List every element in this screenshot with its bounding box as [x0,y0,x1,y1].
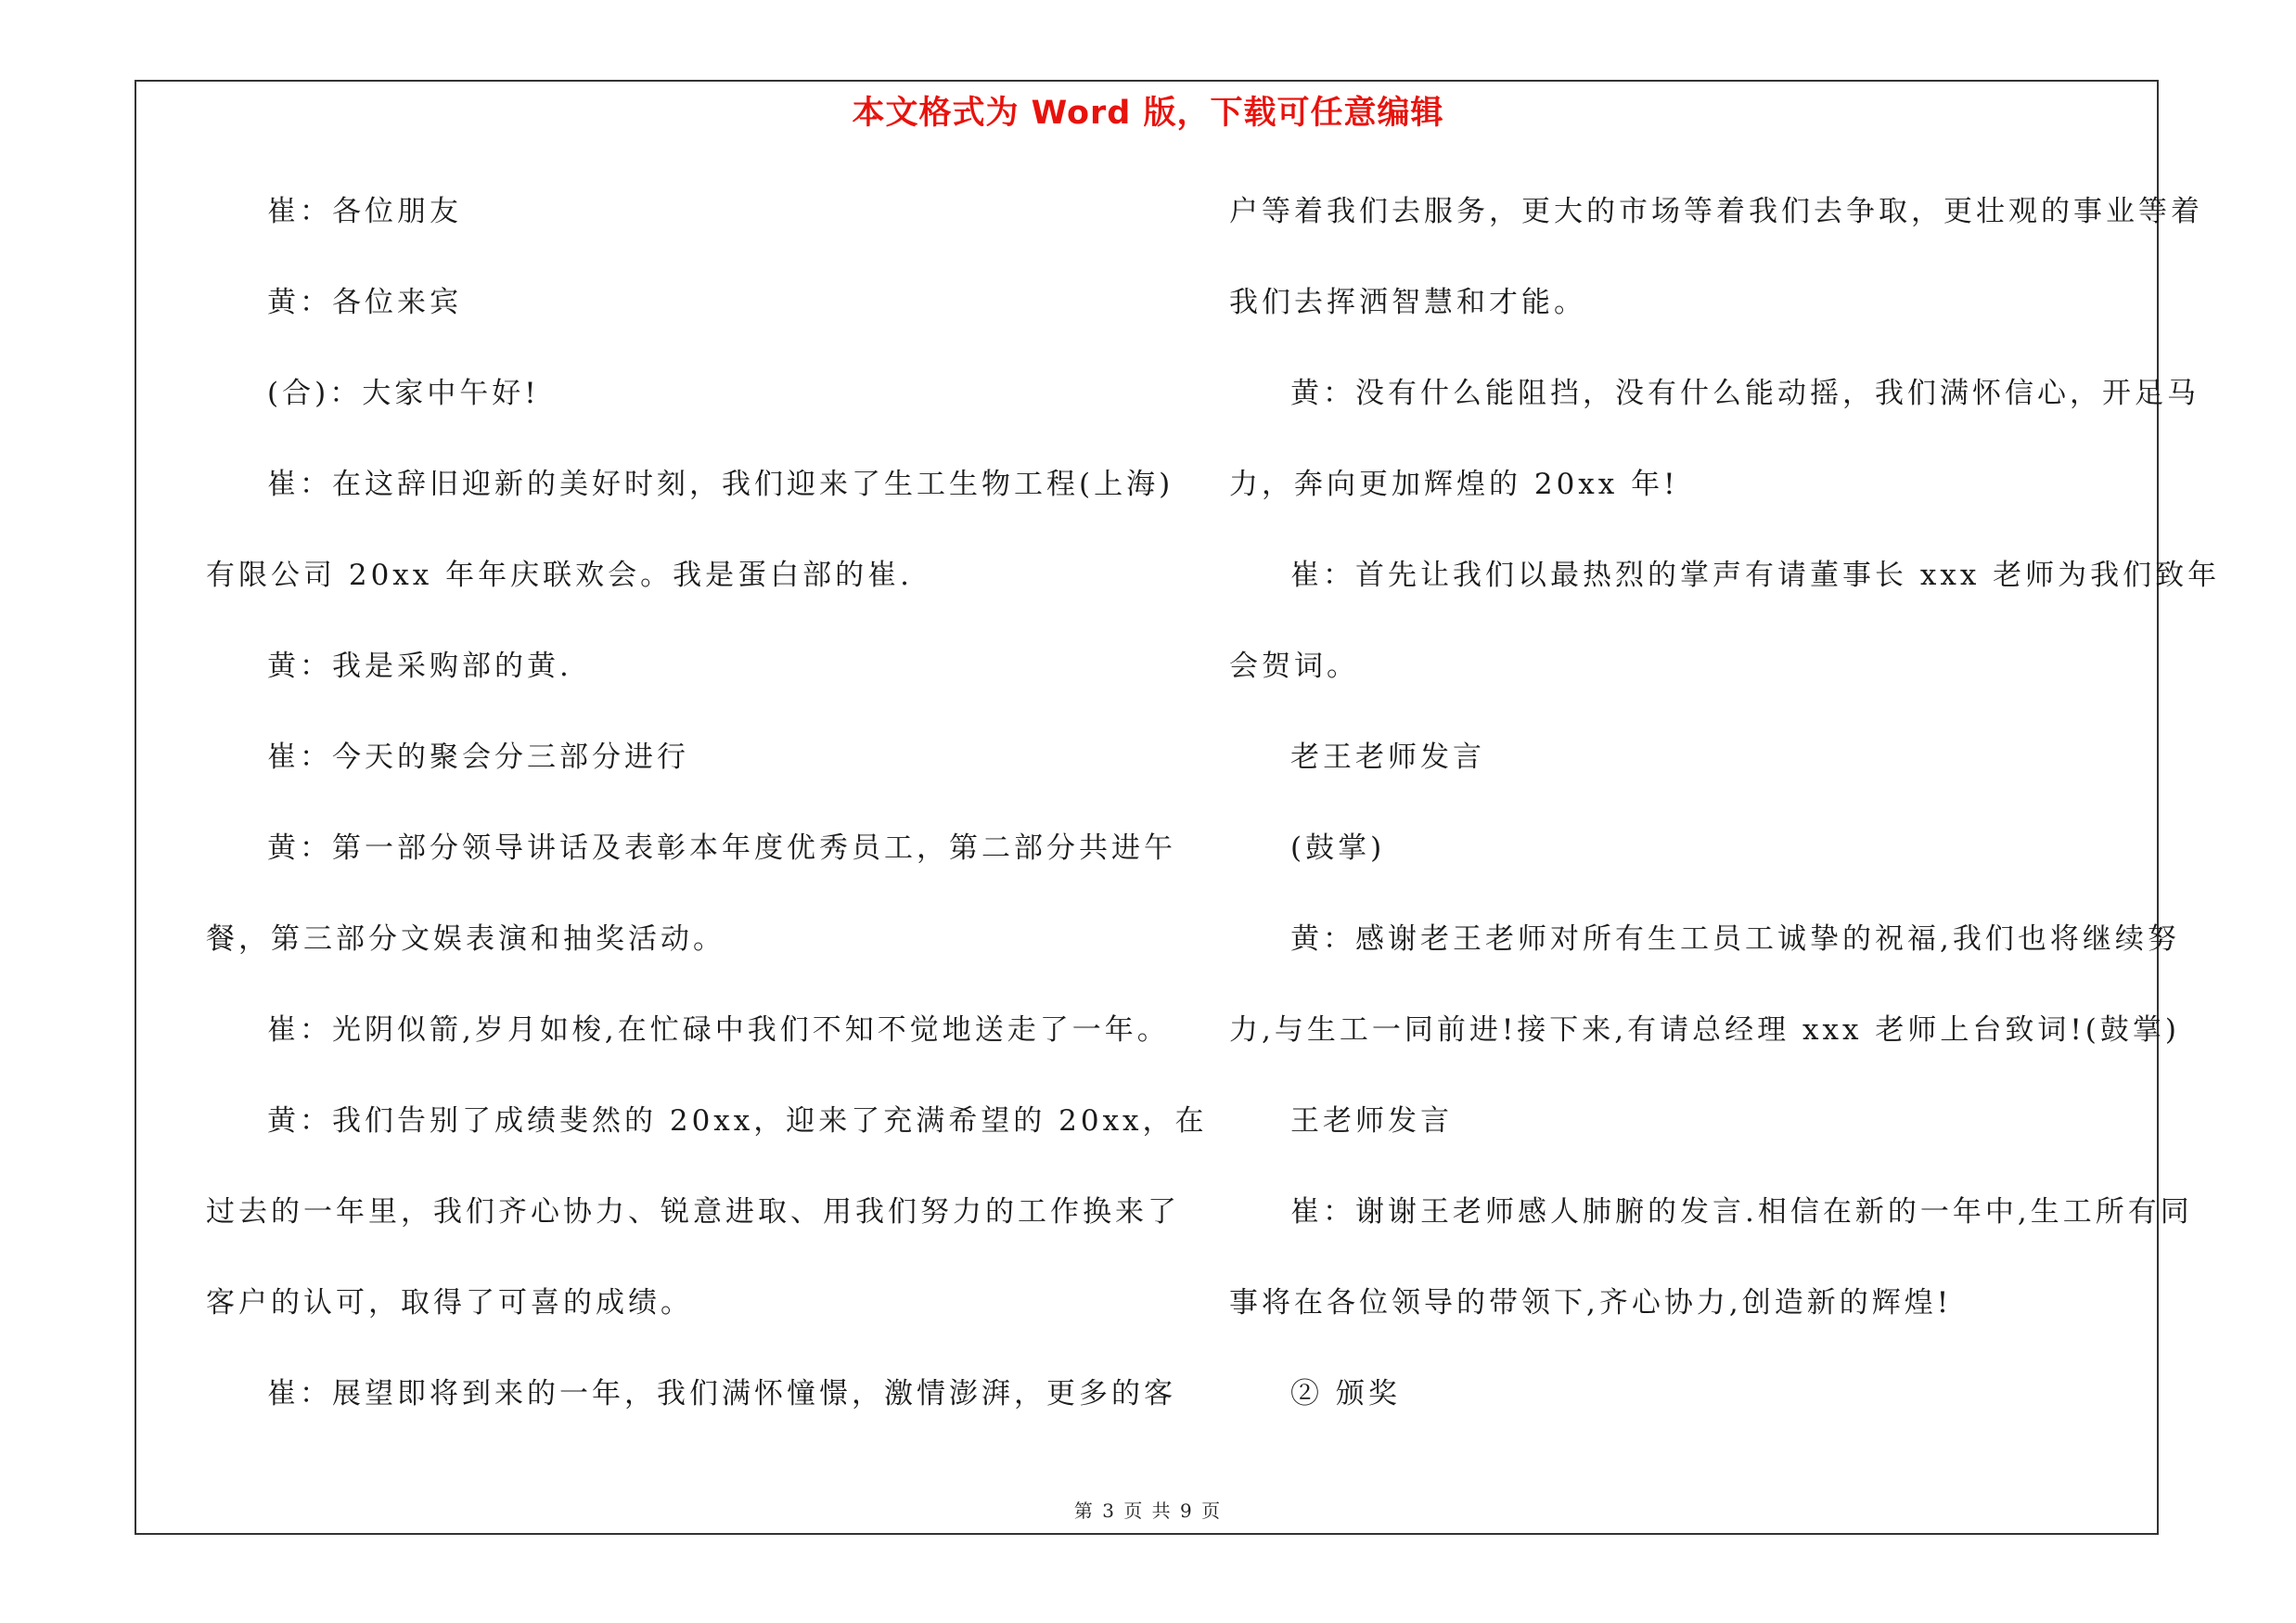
text-line: 黄：没有什么能阻挡，没有什么能动摇，我们满怀信心，开足马 [1290,377,2200,410]
text-line: 力，奔向更加辉煌的 20xx 年! [1229,468,1679,501]
text-line: 黄：我们告别了成绩斐然的 20xx，迎来了充满希望的 20xx，在 [267,1104,1208,1138]
text-line: 客户的认可，取得了可喜的成绩。 [206,1286,693,1320]
text-line: (合)：大家中午好! [267,377,540,410]
text-line: 事将在各位领导的带领下,齐心协力,创造新的辉煌! [1229,1286,1953,1320]
text-line: 崔：展望即将到来的一年，我们满怀憧憬，激情澎湃，更多的客 [267,1377,1176,1410]
text-line: 崔：谢谢王老师感人肺腑的发言.相信在新的一年中,生工所有同 [1290,1195,2193,1229]
left-text-column [206,184,1208,1457]
text-line: 黄：各位来宾 [267,286,462,319]
text-line: 有限公司 20xx 年年庆联欢会。我是蛋白部的崔. [206,559,913,592]
text-line: 黄：第一部分领导讲话及表彰本年度优秀员工，第二部分共进午 [267,831,1176,865]
text-line: 黄：感谢老王老师对所有生工员工诚挚的祝福,我们也将继续努 [1290,922,2180,956]
text-line: 崔：在这辞旧迎新的美好时刻，我们迎来了生工生物工程(上海) [267,468,1174,501]
text-line: 王老师发言 [1290,1104,1453,1138]
text-line: 餐，第三部分文娱表演和抽奖活动。 [206,922,725,956]
text-line: 崔：今天的聚会分三部分进行 [267,741,689,774]
text-line: 崔：光阴似箭,岁月如梭,在忙碌中我们不知不觉地送走了一年。 [267,1013,1170,1047]
text-line: 会贺词。 [1229,650,1359,683]
text-line: (鼓掌) [1290,831,1386,865]
text-line: 过去的一年里，我们齐心协力、锐意进取、用我们努力的工作换来了 [206,1195,1180,1229]
text-line: 崔：首先让我们以最热烈的掌声有请董事长 xxx 老师为我们致年 [1290,559,2221,592]
text-line: 崔：各位朋友 [267,195,462,228]
text-line: 黄：我是采购部的黄. [267,650,572,683]
text-line: 老王老师发言 [1290,741,1485,774]
text-line: 我们去挥洒智慧和才能。 [1229,286,1586,319]
text-line: 力,与生工一同前进!接下来,有请总经理 xxx 老师上台致词!(鼓掌) [1229,1013,2180,1047]
page-number-footer: 第 3 页 共 9 页 [1073,1500,1223,1522]
text-line: ② 颁奖 [1290,1377,1401,1410]
format-banner: 本文格式为 Word 版，下载可任意编辑 [852,95,1444,132]
text-line: 户等着我们去服务，更大的市场等着我们去争取，更壮观的事业等着 [1229,195,2203,228]
right-text-column [1229,184,2221,1457]
